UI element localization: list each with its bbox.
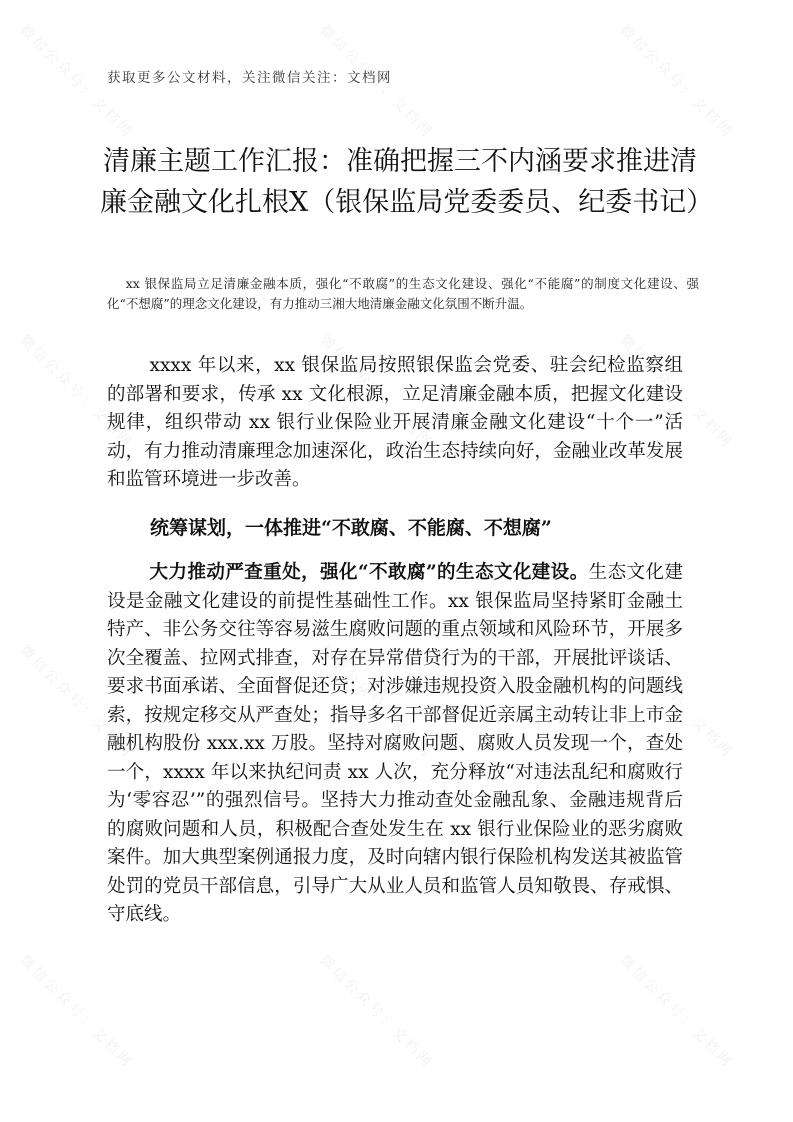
watermark-text: 微信公众号：文档网	[616, 332, 737, 452]
watermark-text: 微信公众号：文档网	[616, 642, 737, 762]
watermark-text: 微信公众号：文档网	[16, 22, 137, 142]
watermark-text: 微信公众号：文档网	[316, 952, 437, 1072]
watermark-text: 微信公众号：文档网	[316, 22, 437, 142]
paragraph-text: 生态文化建设是金融文化建设的前提性基础性工作。xx 银保监局坚持紧盯金融土特产、非公务交往等容易滋生腐败问题的重点领域和风险环节，开展多次全覆盖、拉网式排查，对存在异常借贷行为的干部，开展批评谈话、要求书面承诺、全面督促还贷；对涉嫌违规投资入股金融机构的问题线索，按规定移交从严查处；指导多名干部督促近亲属主动转让非上市金融机构股份 xxx.xx 万股。坚持对腐败问题、腐败人员发现一个，查处一个，xxxx 年以来执纪问责 xx 人次，充分释放“对违法乱纪和腐败行为‘零容忍’”的强烈信号。坚持大力推动查处金融乱象、金融违规背后的腐败问题和人员，积极配合查处发生在 xx 银行业保险业的恶劣腐败案件。加大典型案例通报力度，及时向辖内银行保险机构发送其被监管处罚的党员干部信息，引导广大从业人员和监管人员知敬畏、存戒惧、守底线。	[107, 562, 683, 925]
paragraph-body	[107, 559, 683, 930]
watermark-text: 微信公众号：文档网	[616, 22, 737, 142]
watermark-text: 微信公众号：文档网	[316, 332, 437, 452]
document-title: 清廉主题工作汇报：准确把握三不内涵要求推进清廉金融文化扎根X（银保监局党委委员、纪委书记）	[100, 146, 714, 218]
paragraph-intro: xxxx 年以来，xx 银保监局按照银保监会党委、驻会纪检监察组的部署和要求，传承 xx 文化根源，立足清廉金融本质，把握文化建设规律，组织带动 xx 银行业保险业开展清廉金融文化建设“十个一”活动，有力推动清廉理念加速深化，政治生态持续向好，金融业改革发展和监管环境进一步改善。	[107, 355, 683, 490]
abstract: xx 银保监局立足清廉金融本质，强化“不敢腐”的生态文化建设、强化“不能腐”的制度文化建设、强化“不想腐”的理念文化建设，有力推动三湘大地清廉金融文化氛围不断升温。	[107, 276, 699, 311]
header-note: 获取更多公文材料，关注微信关注：文档网	[107, 70, 392, 86]
watermark-text: 微信公众号：文档网	[16, 642, 137, 762]
watermark-text: 微信公众号：文档网	[616, 952, 737, 1072]
watermark-text: 微信公众号：文档网	[316, 642, 437, 762]
section-heading: 统筹谋划，一体推进“不敢腐、不能腐、不想腐”	[150, 517, 552, 539]
watermark-text: 微信公众号：文档网	[16, 332, 137, 452]
watermark-text: 微信公众号：文档网	[16, 952, 137, 1072]
paragraph-lead: 大力推动严查重处，强化“不敢腐”的生态文化建设。	[149, 562, 589, 583]
